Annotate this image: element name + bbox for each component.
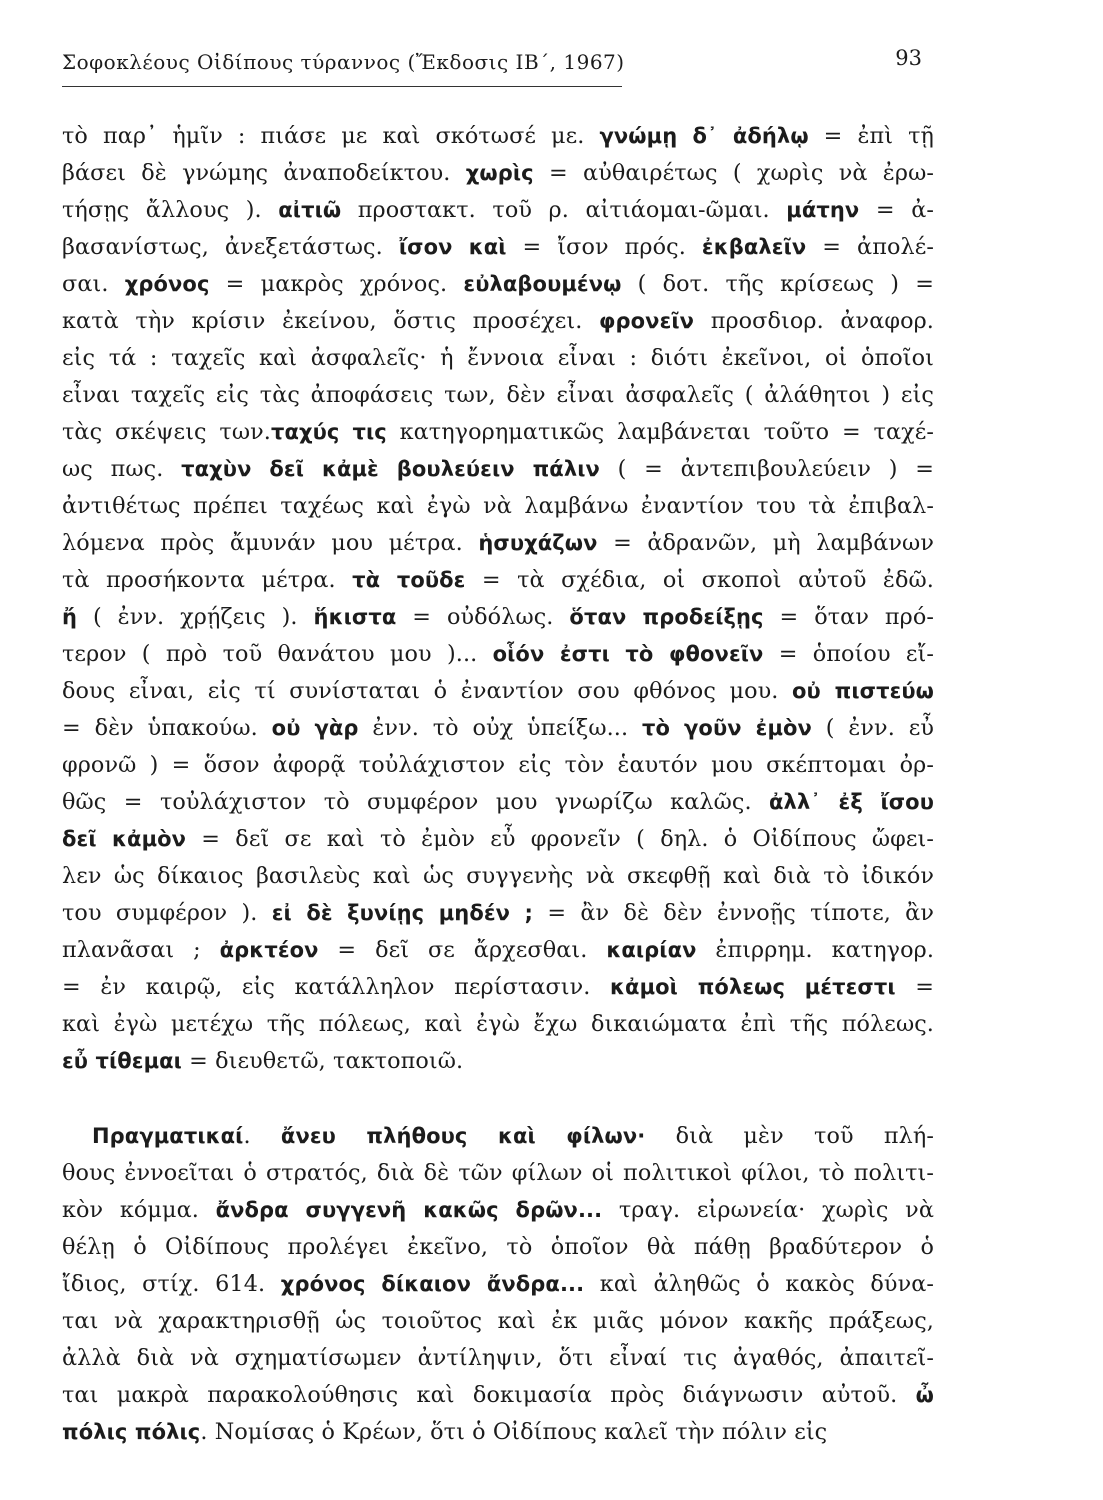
paragraph-gap: [62, 1080, 934, 1118]
headword: ταχύς τις: [270, 420, 387, 444]
text-line: [62, 895, 934, 932]
text-line: [62, 1155, 934, 1192]
text-line: [62, 488, 934, 525]
text-line: [62, 1006, 934, 1043]
headword: μάτην: [786, 198, 860, 222]
text-line: [62, 118, 934, 155]
headword: χρόνος: [124, 272, 210, 296]
gloss-text: ( ἐνν. χρῄζεις ).: [77, 604, 314, 630]
gloss-text: τὸ παρ᾽ ἡμῖν : πιάσε με καὶ σκότωσέ με.: [62, 123, 600, 149]
headword: γνώμῃ δ᾽ ἀδήλῳ: [599, 124, 809, 148]
headword: ἴσον καὶ: [398, 235, 507, 259]
text-line: [62, 414, 934, 451]
gloss-text: θέλῃ ὁ Οἰδίπους προλέγει ἐκεῖνο, τὸ ὁποῖον θὰ πάθῃ βραδύτερον ὁ: [62, 1234, 934, 1260]
text-line: [62, 229, 934, 266]
gloss-text: = διευθετῶ, τακτοποιῶ.: [181, 1048, 464, 1074]
headword: ὅταν προδείξῃς: [569, 605, 764, 629]
headword: αἰτιῶ: [278, 198, 342, 222]
gloss-text: . Νομίσας ὁ Κρέων, ὅτι ὁ Οἰδίπους καλεῖ τὴν πόλιν εἰς: [200, 1419, 828, 1445]
headword: τὰ τοῦδε: [352, 568, 466, 592]
text-line: [62, 377, 934, 414]
text-line: [62, 525, 934, 562]
gloss-text: κατηγορηματικῶς λαμβάνεται τοῦτο = ταχέ-: [386, 419, 935, 445]
gloss-text: ως πως.: [62, 456, 182, 482]
paragraph-pragmatikai: [62, 1118, 934, 1451]
text-line: [62, 266, 934, 303]
text-line: [62, 599, 934, 636]
page-number: 93: [895, 46, 922, 70]
gloss-text: = οὐδόλως.: [396, 604, 570, 630]
headword: πόλις πόλις: [62, 1420, 201, 1444]
gloss-text: τήσῃς ἄλλους ).: [62, 197, 279, 223]
headword: χρόνος δίκαιον ἄνδρα...: [280, 1272, 585, 1296]
headword: καιρίαν: [606, 938, 697, 962]
gloss-text: = ἂν δὲ δὲν ἐννοῇς τίποτε, ἂν: [533, 900, 934, 926]
text-line: [62, 1303, 934, 1340]
text-line: [62, 340, 934, 377]
headword: ἡσυχάζων: [478, 531, 598, 555]
headword: οὐ γὰρ: [271, 716, 359, 740]
gloss-text: τὰς σκέψεις των.: [62, 419, 271, 445]
gloss-text: ( ἐνν. εὖ: [811, 715, 935, 741]
gloss-text: ἀλλὰ διὰ νὰ σχηματίσωμεν ἀντίληψιν, ὅτι εἶναί τις ἀγαθός, ἀπαιτεῖ-: [62, 1345, 934, 1371]
gloss-text: = ἀπολέ-: [806, 234, 934, 260]
gloss-text: προστακτ. τοῦ ρ. αἰτιάομαι-ῶμαι.: [341, 197, 787, 223]
headword: Πραγματικαί: [92, 1124, 244, 1148]
gloss-text: λόμενα πρὸς ἄμυνάν μου μέτρα.: [62, 530, 479, 556]
gloss-text: = αὐθαιρέτως ( χωρὶς νὰ ἐρω-: [533, 160, 934, 186]
text-line: [62, 1266, 934, 1303]
gloss-text: ( δοτ. τῆς κρίσεως ) =: [621, 271, 935, 297]
headword: ἤ: [62, 605, 78, 629]
headword: εὖ τίθεμαι: [62, 1049, 182, 1073]
headword: χωρὶς: [465, 161, 534, 185]
gloss-text: ται μακρὰ παρακολούθησις καὶ δοκιμασία πρὸς διάγνωσιν αὐτοῦ.: [62, 1382, 916, 1408]
text-line: [62, 673, 934, 710]
gloss-text: ( = ἀντεπιβουλεύειν ) =: [599, 456, 934, 482]
gloss-text: = δεῖ σε ἄρχεσθαι.: [318, 937, 607, 963]
text-line: [62, 1414, 934, 1451]
page-header: [62, 44, 942, 88]
gloss-text: = ἀδρανῶν, μὴ λαμβάνων: [597, 530, 934, 556]
gloss-text: τὰ προσήκοντα μέτρα.: [62, 567, 353, 593]
gloss-text: πλανᾶσαι ;: [62, 937, 220, 963]
text-line: [62, 155, 934, 192]
gloss-text: λεν ὡς δίκαιος βασιλεὺς καὶ ὡς συγγενὴς νὰ σκεφθῇ καὶ διὰ τὸ ἰδικόν: [62, 863, 934, 889]
text-line: [62, 1118, 934, 1155]
gloss-text: προσδιορ. ἀναφορ.: [694, 308, 934, 334]
gloss-text: = δεῖ σε καὶ τὸ ἐμὸν εὖ φρονεῖν ( δηλ. ὁ Οἰδίπους ὤφει-: [186, 826, 934, 852]
gloss-text: καὶ ἀληθῶς ὁ κακὸς δύνα-: [584, 1271, 935, 1297]
headword: τὸ γοῦν ἐμὸν: [641, 716, 812, 740]
text-line: [62, 821, 934, 858]
gloss-text: = ἀ-: [859, 197, 934, 223]
gloss-text: διὰ μὲν τοῦ πλή-: [645, 1123, 934, 1149]
gloss-text: .: [243, 1123, 281, 1149]
text-line: [62, 784, 934, 821]
gloss-text: ἴδιος, στίχ. 614.: [62, 1271, 281, 1297]
gloss-text: = μακρὸς χρόνος.: [209, 271, 464, 297]
gloss-text: καὶ ἐγὼ μετέχω τῆς πόλεως, καὶ ἐγὼ ἔχω δικαιώματα ἐπὶ τῆς πόλεως.: [62, 1011, 934, 1037]
gloss-text: θους ἐννοεῖται ὁ στρατός, διὰ δὲ τῶν φίλων οἱ πολιτικοὶ φίλοι, τὸ πολιτι-: [62, 1160, 934, 1186]
headword: ὦ: [915, 1383, 934, 1407]
text-line: [62, 858, 934, 895]
gloss-text: σαι.: [62, 271, 125, 297]
gloss-text: ἀντιθέτως πρέπει ταχέως καὶ ἐγὼ νὰ λαμβάνω ἐναντίον του τὰ ἐπιβαλ-: [62, 493, 934, 519]
paragraph-commentary: [62, 118, 934, 1080]
text-line: [62, 192, 934, 229]
headword: δεῖ κἀμὸν: [62, 827, 187, 851]
text-line: [62, 747, 934, 784]
gloss-text: =: [895, 974, 934, 1000]
gloss-text: = ὅταν πρό-: [763, 604, 935, 630]
text-line: [62, 303, 934, 340]
text-line: [62, 710, 934, 747]
gloss-text: κατὰ τὴν κρίσιν ἐκείνου, ὅστις προσέχει.: [62, 308, 599, 334]
gloss-text: ται νὰ χαρακτηρισθῇ ὡς τοιοῦτος καὶ ἐκ μιᾶς μόνον κακῆς πράξεως,: [62, 1308, 934, 1334]
gloss-text: εἶναι ταχεῖς εἰς τὰς ἀποφάσεις των, δὲν εἶναι ἀσφαλεῖς ( ἀλάθητοι ) εἰς: [62, 382, 934, 408]
body-text: [62, 118, 934, 1451]
headword: φρονεῖν: [599, 309, 695, 333]
text-line: [62, 1192, 934, 1229]
gloss-text: θῶς = τοὐλάχιστον τὸ συμφέρον μου γνωρίζω καλῶς.: [62, 789, 770, 815]
text-line: [62, 562, 934, 599]
gloss-text: του συμφέρον ).: [62, 900, 272, 926]
gloss-text: = δὲν ὑπακούω.: [62, 715, 272, 741]
headword: ἐκβαλεῖν: [701, 235, 807, 259]
gloss-text: βάσει δὲ γνώμης ἀναποδείκτου.: [62, 160, 466, 186]
text-line: [62, 636, 934, 673]
text-line: [62, 1340, 934, 1377]
gloss-text: τραγ. εἰρωνεία· χωρὶς νὰ: [602, 1197, 934, 1223]
headword: ἥκιστα: [313, 605, 397, 629]
gloss-text: ἐνν. τὸ οὐχ ὑπείξω...: [358, 715, 642, 741]
gloss-text: κὸν κόμμα.: [62, 1197, 216, 1223]
header-rule: [62, 86, 622, 87]
headword: ἀρκτέον: [219, 938, 319, 962]
text-line: [62, 1377, 934, 1414]
headword: ἀλλ᾽ ἐξ ἴσου: [769, 790, 934, 814]
headword: ἄνευ πλήθους καὶ φίλων·: [280, 1124, 646, 1148]
headword: ταχὺν δεῖ κἀμὲ βουλεύειν πάλιν: [181, 457, 600, 481]
headword: οἷόν ἐστι τὸ φθονεῖν: [492, 642, 764, 666]
gloss-text: δους εἶναι, εἰς τί συνίσταται ὁ ἐναντίον σου φθόνος μου.: [62, 678, 793, 704]
gloss-text: = ὁποίου εἴ-: [763, 641, 935, 667]
gloss-text: = ἐν καιρῷ, εἰς κατάλληλον περίστασιν.: [62, 974, 611, 1000]
gloss-text: = ἴσον πρός.: [506, 234, 702, 260]
text-line: [62, 1229, 934, 1266]
gloss-text: βασανίστως, ἀνεξετάστως.: [62, 234, 399, 260]
gloss-text: ἐπιρρημ. κατηγορ.: [696, 937, 935, 963]
running-title: Σοφοκλέους Οἰδίπους τύραννος (Ἔκδοσις ΙΒ΄, 1967): [62, 50, 625, 74]
headword: εἰ δὲ ξυνίῃς μηδέν ;: [271, 901, 534, 925]
headword: κἀμοὶ πόλεως μέτεστι: [610, 975, 896, 999]
headword: οὐ πιστεύω: [792, 679, 935, 703]
headword: ἄνδρα συγγενῆ κακῶς δρῶν...: [215, 1198, 603, 1222]
gloss-text: = τὰ σχέδια, οἱ σκοποὶ αὐτοῦ ἐδῶ.: [465, 567, 934, 593]
text-line: [62, 451, 934, 488]
headword: εὐλαβουμένῳ: [463, 272, 622, 296]
gloss-text: τερον ( πρὸ τοῦ θανάτου μου )...: [62, 641, 493, 667]
gloss-text: εἰς τά : ταχεῖς καὶ ἀσφαλεῖς· ἡ ἔννοια εἶναι : διότι ἐκεῖνοι, οἱ ὁποῖοι: [62, 345, 934, 371]
text-line: [62, 1043, 934, 1080]
gloss-text: = ἐπὶ τῇ: [808, 123, 935, 149]
gloss-text: φρονῶ ) = ὅσον ἀφορᾷ τοὐλάχιστον εἰς τὸν ἑαυτόν μου σκέπτομαι ὀρ-: [62, 752, 934, 778]
text-line: [62, 969, 934, 1006]
text-line: [62, 932, 934, 969]
